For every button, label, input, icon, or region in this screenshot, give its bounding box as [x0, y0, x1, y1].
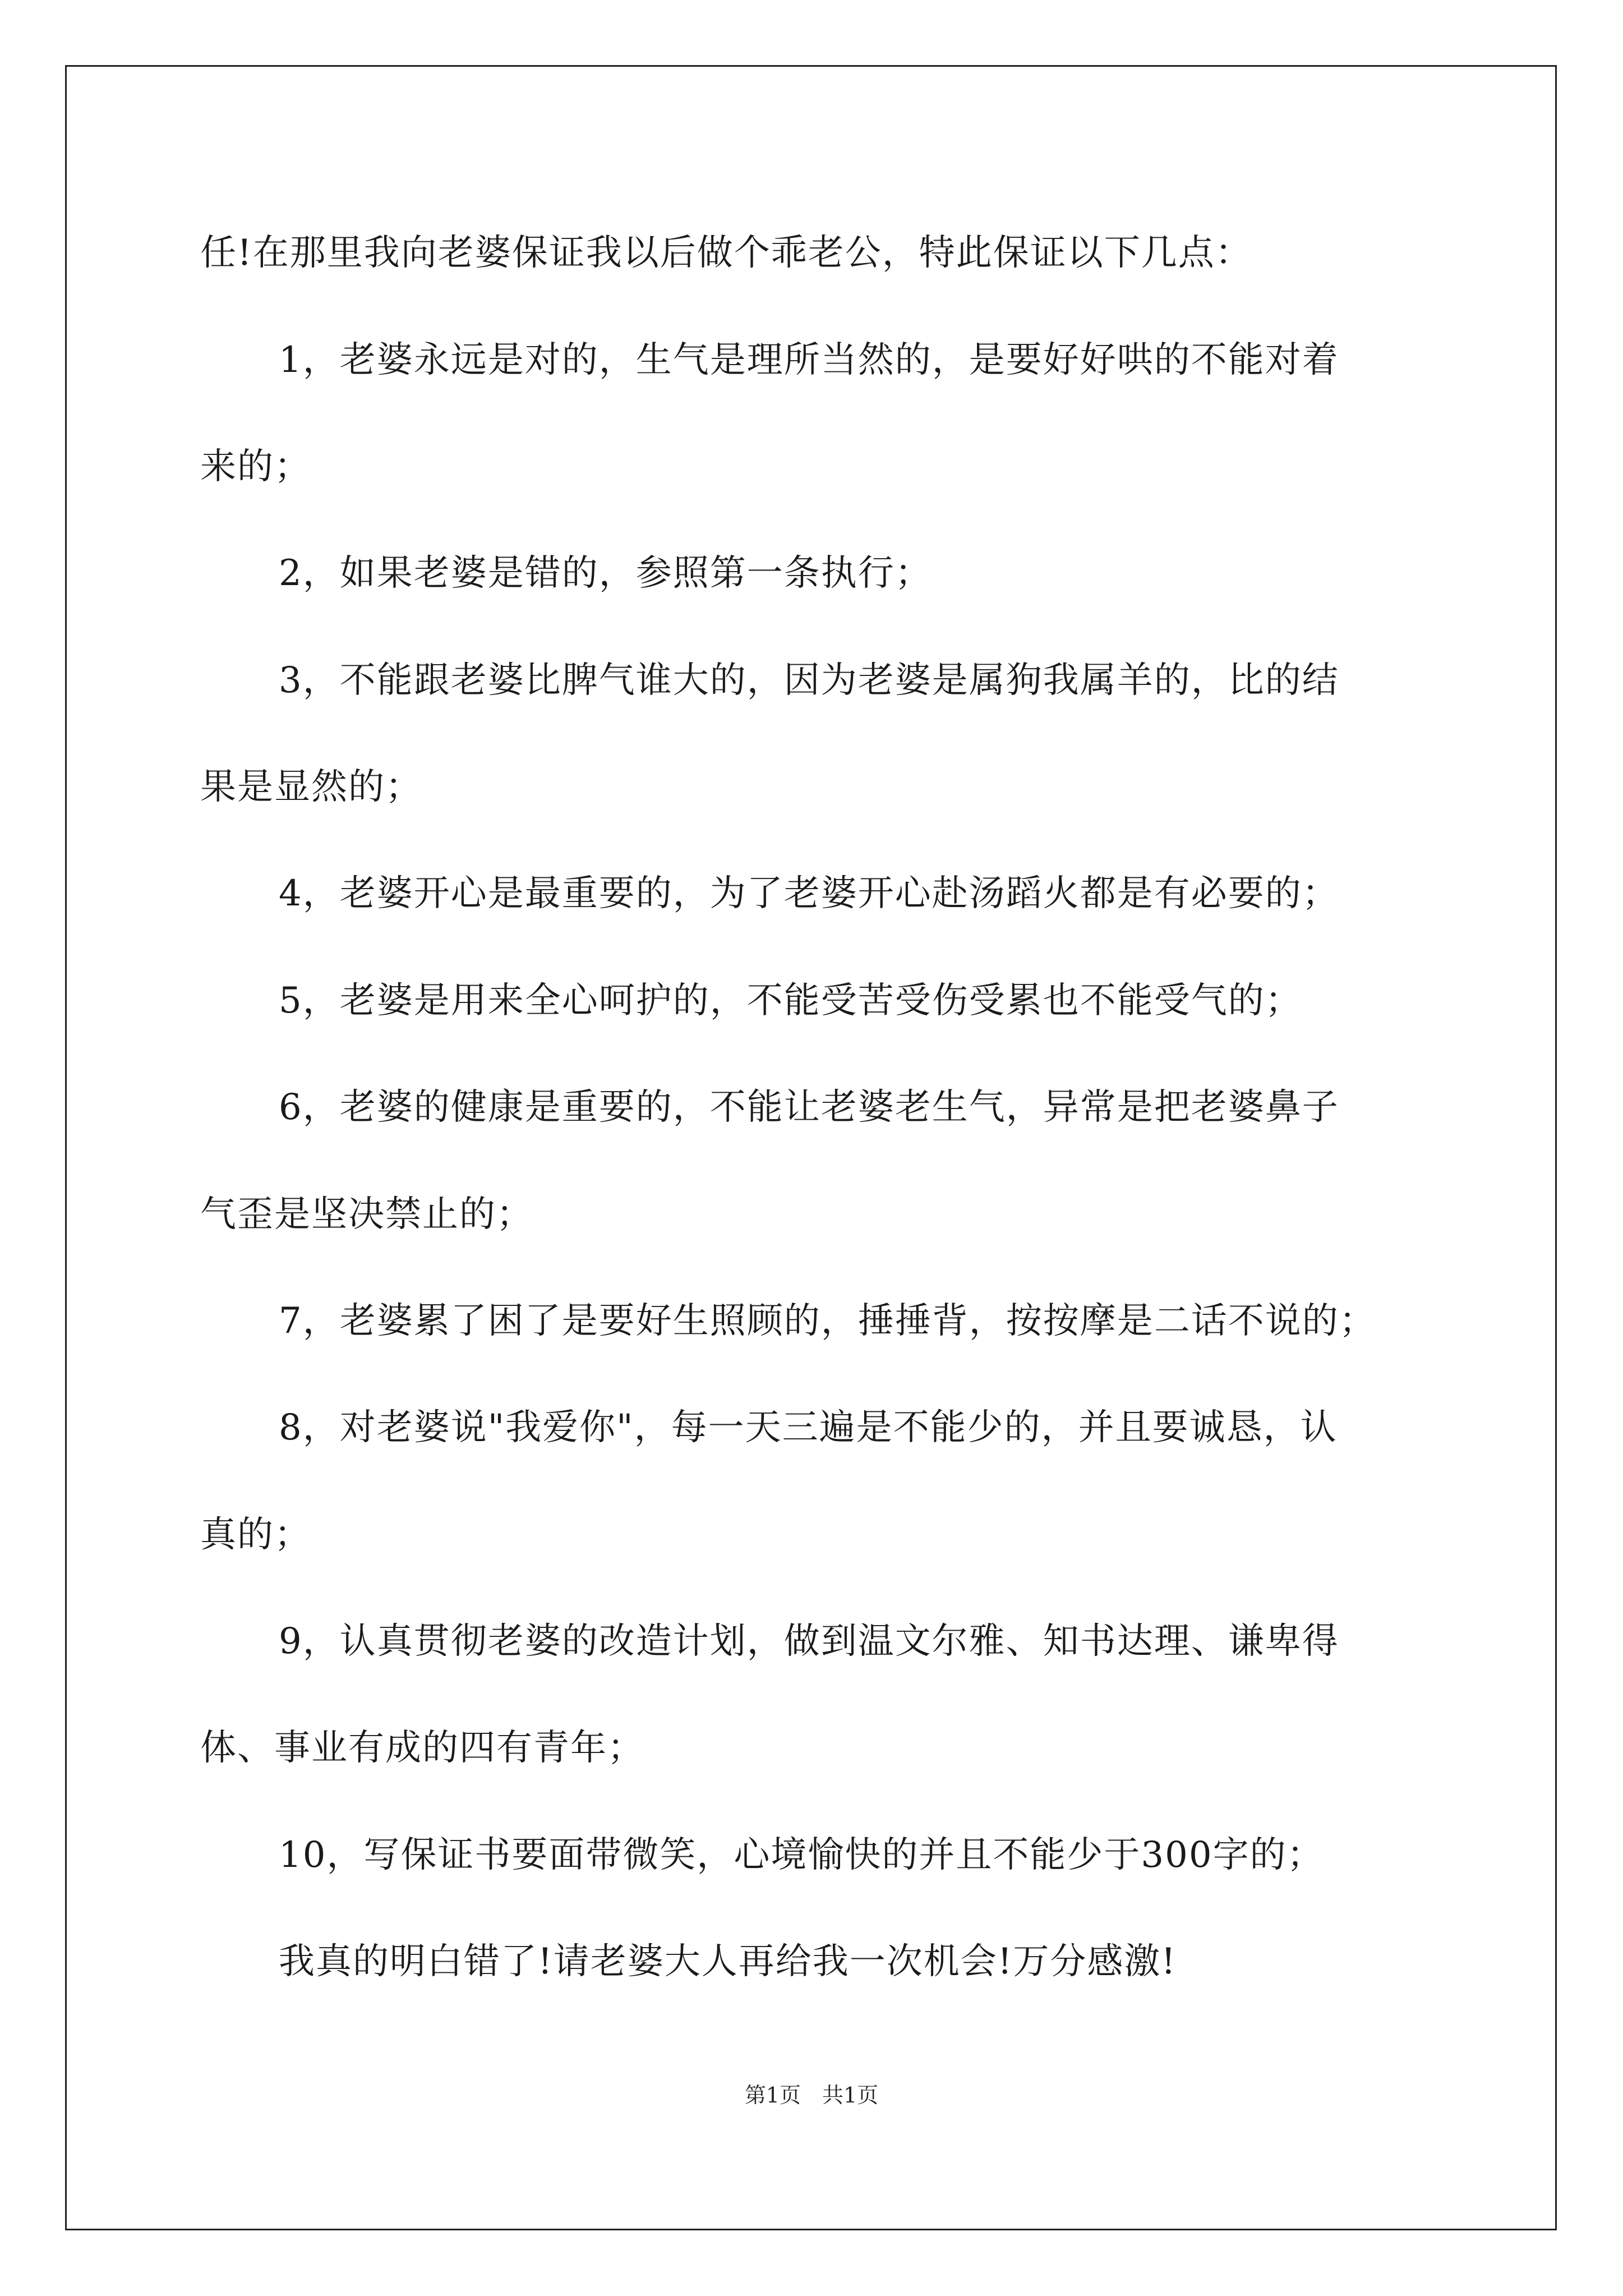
text-line: 气歪是坚决禁止的；: [200, 1194, 533, 1235]
text-line: 9，认真贯彻老婆的改造计划，做到温文尔雅、知书达理、谦卑得: [279, 1621, 1339, 1662]
page-border: [65, 65, 1557, 2230]
text-line: 5，老婆是用来全心呵护的，不能受苦受伤受累也不能受气的；: [279, 980, 1302, 1022]
text-line: 体、事业有成的四有青年；: [200, 1727, 644, 1769]
text-line: 真的；: [200, 1514, 311, 1556]
text-line: 果是显然的；: [200, 766, 422, 808]
text-line: 1，老婆永远是对的，生气是理所当然的，是要好好哄的不能对着: [279, 339, 1339, 381]
text-line: 6，老婆的健康是重要的，不能让老婆老生气，异常是把老婆鼻子: [279, 1087, 1339, 1128]
text-line: 我真的明白错了!请老婆大人再给我一次机会!万分感激!: [279, 1941, 1177, 1982]
text-line: 7，老婆累了困了是要好生照顾的，捶捶背，按按摩是二话不说的；: [279, 1300, 1376, 1342]
text-line: 4，老婆开心是最重要的，为了老婆开心赴汤蹈火都是有必要的；: [279, 873, 1339, 914]
text-line: 8，对老婆说"我爱你"，每一天三遍是不能少的，并且要诚恳，认: [279, 1407, 1338, 1448]
text-line: 10，写保证书要面带微笑，心境愉快的并且不能少于300字的；: [279, 1834, 1324, 1876]
page-number: 第1页 共1页: [744, 2083, 879, 2108]
text-line: 3，不能跟老婆比脾气谁大的，因为老婆是属狗我属羊的，比的结: [279, 660, 1339, 701]
text-line: 来的；: [200, 446, 311, 487]
text-line: 2，如果老婆是错的，参照第一条执行；: [279, 553, 932, 594]
text-line: 任!在那里我向老婆保证我以后做个乖老公，特此保证以下几点：: [200, 232, 1252, 274]
